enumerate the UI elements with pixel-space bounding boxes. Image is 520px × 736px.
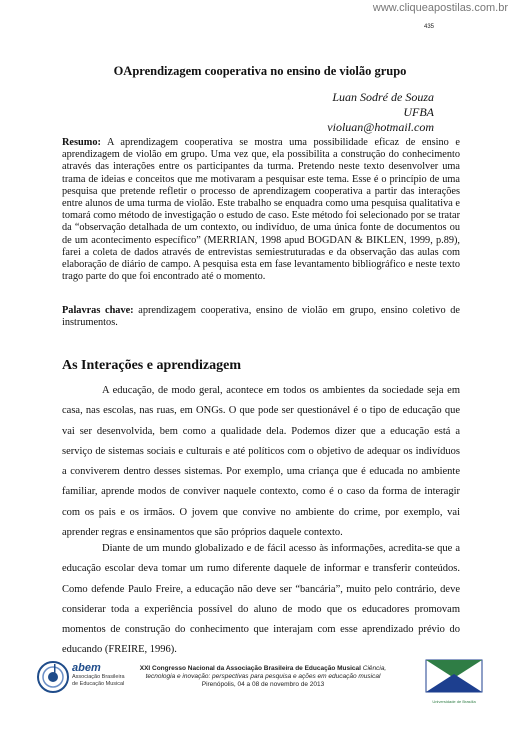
keywords [62, 305, 460, 329]
abem-logo-icon [36, 660, 70, 694]
author-institution: UFBA [403, 105, 434, 119]
abem-name: abem [72, 662, 101, 674]
watermark: www.cliqueapostilas.com.br [372, 2, 508, 14]
author-email: violuan@hotmail.com [327, 120, 434, 134]
congress-theme-1: Ciência, [360, 665, 387, 672]
unb-caption: Universidade de Brasília [432, 699, 476, 704]
unb-logo-icon [424, 658, 484, 694]
author-name: Luan Sodré de Souza [332, 90, 434, 104]
body-paragraph-2: Diante de um mundo globalizado e de fácil acesso às informações, acredita-se que a educação escolar deva tomar um rumo diferente daquele de informar e transferir conteúdos. Como defende Paulo Freire, a educação não deve ser “bancária”, muito pelo contrário, deve considerar toda a experiência possível do aluno de modo que os educadores promovam momentos de construção do conhecimento que interajam com esse aprendizado prévio do educando (FREIRE, 1996). [62, 543, 460, 656]
body-paragraph-1: A educação, de modo geral, acontece em todos os ambientes da sociedade seja em casa, nas escolas, nas ruas, em ONGs. O que pode ser questionável é o tipo de educação que vai ser desenvolvida, bem como a qualidade dela. Podemos dizer que a educação está a serviço de sistemas sociais e culturais e até políticos com o objetivo de adequar os indivíduos a conviverem dentro desses sistemas. Por exemplo, uma criança que é educada no ambiente familiar, aprende modos de conviver naquele contexto, como é o caso da forma de interagir com os pais e os irmãos. O jovem que convive no ambiente do crime, por exemplo, vai aprender regras e ensinamentos que são próprios daquele contexto. [62, 385, 460, 539]
paper-title: OAprendizagem cooperativa no ensino de violão grupo [113, 64, 407, 78]
keywords-text: aprendizagem cooperativa, ensino de violão em grupo, ensino coletivo de instrumentos. [62, 305, 460, 329]
unb-logo [424, 658, 484, 702]
abstract-label: Resumo: [62, 137, 101, 148]
abem-sub-1: Associação Brasileira [72, 674, 125, 680]
congress-theme-2: tecnologia e inovação: perspectivas para pesquisa e ações em educação musical [145, 673, 381, 680]
section-title: As Interações e aprendizagem [62, 358, 241, 373]
abstract [62, 137, 460, 283]
abstract-text: A aprendizagem cooperativa se mostra uma possibilidade eficaz de ensino e aprendizagem de violão em grupo. Uma vez que, ela possibilita a construção do conhecimento através das interações entre os participantes da turma. Pretendo neste texto desenvolver uma trama de ideias e conceitos que me motivaram a pesquisar este tema. Esse é o princípio de uma pesquisa que pretende refletir o processo de aprendizagem cooperativa a partir das interações entre alunos de uma turma de violão. Este trabalho se enquadra como uma pesquisa qualitativa e tomará como método de investigação o estudo de caso. Este método foi selecionado por se tratar da “observação detalhada de um contexto, ou indivíduo, de uma única fonte de documentos ou de um acontecimento específico” (MERRIAN, 1998 apud BOGDAN & BIKLEN, 1999, p.89), farei a coleta de dados através de entrevistas semiestruturadas e da observação das aulas com elaboração de diário de campo. A pesquisa esta em fase levantamento bibliográfico e neste texto trago parte do que foi encontrado até o momento. [62, 137, 460, 283]
keywords-label: Palavras chave: [62, 305, 134, 316]
congress-name: XXI Congresso Nacional da Associação Brasileira de Educação Musical [139, 665, 361, 672]
congress-place: Pirenópolis, 04 a 08 de novembro de 2013 [201, 681, 325, 688]
page-number: 435 [423, 24, 434, 30]
abem-wordmark [72, 662, 125, 687]
abem-sub-2: de Educação Musical [72, 680, 125, 687]
congress-info [118, 665, 408, 689]
